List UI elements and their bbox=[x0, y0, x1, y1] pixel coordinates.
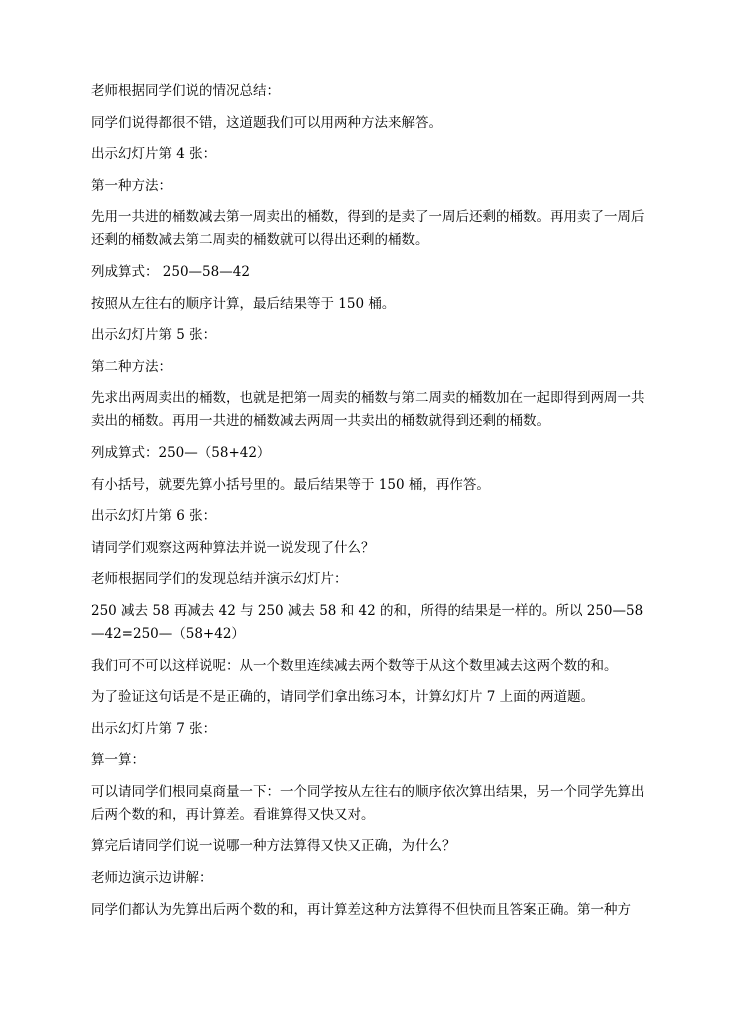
paragraph: 先求出两周卖出的桶数，也就是把第一周卖的桶数与第二周卖的桶数加在一起即得到两周一共卖出的桶数。再用一共进的桶数减去两周一共卖出的桶数就得到还剩的桶数。 bbox=[91, 390, 645, 430]
paragraph: 算一算： bbox=[91, 752, 145, 769]
paragraph: 我们可不可以这样说呢：从一个数里连续减去两个数等于从这个数里减去这两个数的和。 bbox=[91, 657, 618, 674]
paragraph: 有小括号，就要先算小括号里的。最后结果等于 150 桶，再作答。 bbox=[91, 476, 490, 493]
paragraph: 同学们说得都很不错，这道题我们可以用两种方法来解答。 bbox=[91, 114, 442, 131]
paragraph: 老师根据同学们的发现总结并演示幻灯片： bbox=[91, 571, 348, 588]
paragraph: 出示幻灯片第 5 张： bbox=[91, 327, 217, 344]
paragraph: 出示幻灯片第 7 张： bbox=[91, 720, 217, 737]
paragraph: 第二种方法： bbox=[91, 358, 172, 375]
paragraph: 列成算式：250—（58+42） bbox=[91, 444, 271, 461]
paragraph: 可以请同学们根同桌商量一下：一个同学按从左往右的顺序依次算出结果，另一个同学先算出后两个数的和，再计算差。看谁算得又快又对。 bbox=[91, 783, 645, 823]
paragraph: 250 减去 58 再减去 42 与 250 减去 58 和 42 的和，所得的结果是一样的。所以 250—58—42=250—（58+42） bbox=[91, 602, 644, 642]
paragraph: 为了验证这句话是不是正确的，请同学们拿出练习本，计算幻灯片 7 上面的两道题。 bbox=[91, 689, 595, 706]
paragraph: 第一种方法： bbox=[91, 177, 172, 194]
paragraph: 老师根据同学们说的情况总结： bbox=[91, 83, 280, 99]
paragraph: 列成算式： 250—58—42 bbox=[91, 263, 250, 280]
paragraph: 算完后请同学们说一说哪一种方法算得又快又正确，为什么？ bbox=[91, 838, 456, 855]
paragraph: 按照从左往右的顺序计算，最后结果等于 150 桶。 bbox=[91, 295, 396, 312]
document-body bbox=[91, 80, 651, 930]
paragraph: 请同学们观察这两种算法并说一说发现了什么？ bbox=[91, 539, 375, 556]
paragraph: 同学们都认为先算出后两个数的和，再计算差这种方法算得不但快而且答案正确。第一种方 bbox=[91, 901, 631, 918]
paragraph: 出示幻灯片第 6 张： bbox=[91, 508, 217, 525]
paragraph: 先用一共进的桶数减去第一周卖出的桶数，得到的是卖了一周后还剩的桶数。再用卖了一周后还剩的桶数减去第二周卖的桶数就可以得出还剩的桶数。 bbox=[91, 209, 645, 249]
paragraph: 出示幻灯片第 4 张： bbox=[91, 146, 217, 163]
paragraph: 老师边演示边讲解： bbox=[91, 870, 213, 887]
